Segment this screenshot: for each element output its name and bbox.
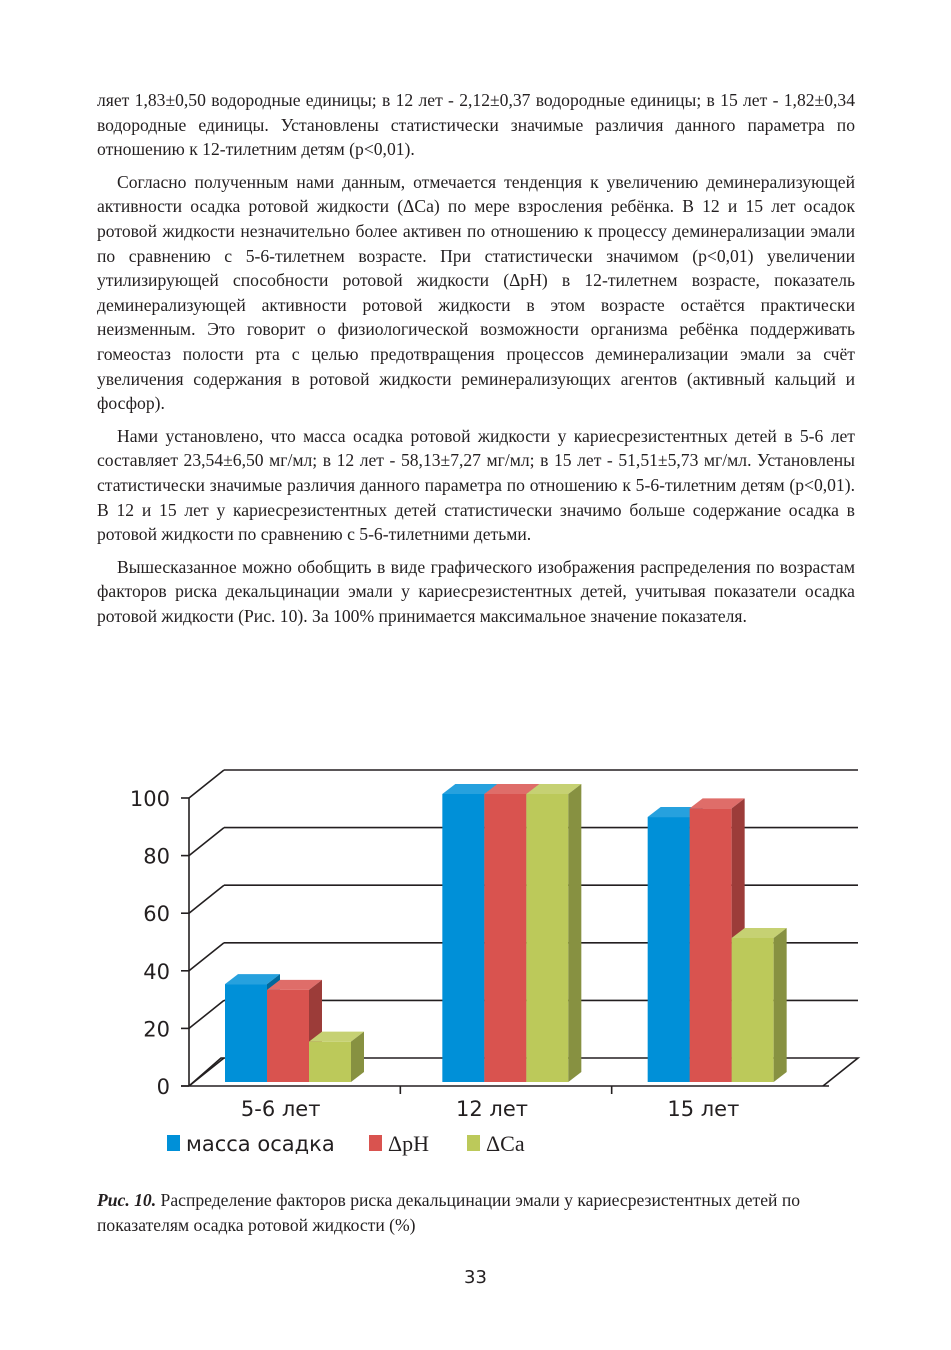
page-number: 33 [464,1267,487,1288]
bar-side [774,928,787,1082]
gridline-side [189,885,224,913]
paragraph-3: Нами установлено, что масса осадка ротовой жидкости у кариесрезистентных детей в 5-6 лет составляет 23,54±6,50 мг/мл; в 12 лет - 58,13±7,27 мг/мл; в 15 лет - 51,51±5,73 мг/мл. Установлены статистически значимые различия данного параметра по отношению к 5-6-тилетним детям (p<0,01). В 12 и 15 лет у кариесрезистентных детей статистически значимо больше содержание осадка в ротовой жидкости по сравнению с 5-6-тилетними детьми. [97,425,855,545]
paragraph-1: ляет 1,83±0,50 водородные единицы; в 12 лет - 2,12±0,37 водородные единицы; в 15 лет - 1,82±0,34 водородные единицы. Установлены статистически значимые различия данного параметра по отношению к 12-тилетним детям (p<0,01). [97,90,855,160]
bar [225,984,267,1082]
y-tick-label: 80 [143,844,170,869]
bar [732,938,774,1082]
figure-caption [97,1188,817,1237]
body-text [97,88,855,636]
gridline-side [189,1000,224,1028]
x-tick-label: 5-6 лет [240,1097,321,1121]
y-tick-label: 60 [143,902,170,927]
legend-swatch [369,1135,382,1151]
figure-label: Рис. 10. [97,1190,157,1210]
y-tick-label: 40 [143,959,170,984]
bar [309,1042,351,1082]
chart-bars [225,784,787,1082]
bar-side [568,784,581,1082]
bar [690,808,732,1082]
gridline-side [189,943,224,971]
caption-text: Распределение факторов риска декальцинации эмали у кариесрезистентных детей по показателям осадка ротовой жидкости (%) [97,1190,801,1235]
y-tick-label: 100 [129,787,170,811]
bar [526,794,568,1082]
bar [484,794,526,1082]
paragraph-4: Вышесказанное можно обобщить в виде графического изображения распределения по возрастам факторов риска декальцинации эмали у кариесрезистентных детей, учитывая показатели осадка ротовой жидкости (Рис. 10). За 100% принимается максимальное значение показателя. [97,556,855,626]
legend-label: ΔCa [486,1131,525,1156]
bar-chart [0,750,951,1170]
bar [648,817,690,1082]
gridline-side [189,770,224,798]
y-tick-label: 0 [156,1075,170,1099]
bar [267,990,309,1082]
legend-label: ΔpH [388,1131,430,1156]
legend-label: масса осадка [186,1132,335,1156]
y-tick-label: 20 [143,1017,170,1042]
gridline-side [189,828,224,856]
bar [442,794,484,1082]
x-tick-label: 15 лет [667,1097,740,1121]
x-tick-label: 12 лет [456,1097,528,1121]
legend-swatch [467,1135,480,1151]
chart-legend [167,1131,525,1156]
legend-swatch [167,1135,180,1151]
paragraph-2: Согласно полученным нами данным, отмечается тенденция к увеличению деминерализующей активности осадка ротовой жидкости (ΔCa) по мере взросления ребёнка. В 12 и 15 лет осадок ротовой жидкости незначительно более активен по отношению к процессу деминерализации эмали по сравнению с 5-6-тилетнем возрасте. При статистически значимом (p<0,01) увеличении утилизирующей способности ротовой жидкости (ΔpH) в 12-тилетнем возрасте, показатель деминерализующей активности ротовой жидкости в этом возрасте остаётся практически неизменным. Это говорит о физиологической возможности организма ребёнка поддерживать гомеостаз полости рта с целью предотвращения процессов деминерализации эмали за счёт увеличения содержания в ротовой жидкости реминерализующих агентов (активный кальций и фосфор). [97,171,855,414]
